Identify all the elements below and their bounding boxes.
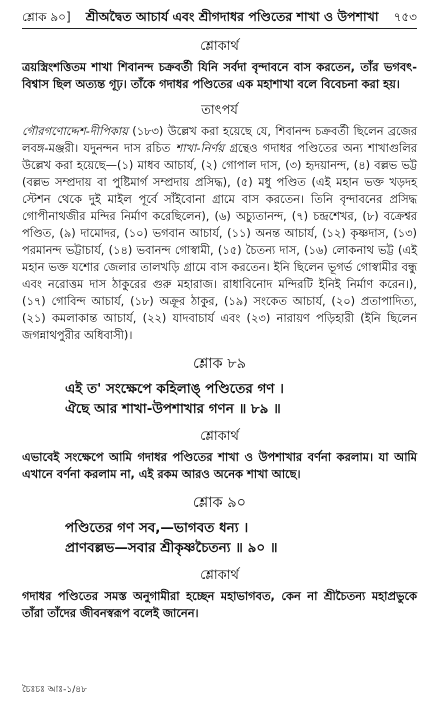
verse-89-text — [22, 379, 417, 419]
verse-89-meaning: এভাবেই সংক্ষেপে আমি গদাধর পণ্ডিতের শাখা ও উপশাখার বর্ণনা করলাম। যা আমি এখানে বর্ণনা করলাম না, এই রকম আরও অনেক শাখা আছে। — [22, 450, 417, 481]
header-verse-ref: শ্লোক ৯০] — [22, 10, 71, 24]
header-title: শ্রীঅদ্বৈত আচার্য এবং শ্রীগদাধর পণ্ডিতের শাখা ও উপশাখা — [85, 9, 379, 24]
book-title-italic-2: শাখা-নির্ণয় — [175, 141, 225, 155]
signature-footer: চৈঃচঃ আঃ-১/৪৮ — [22, 685, 87, 695]
verse-89-line-1: এই ত' সংক্ষেপে কহিলাঙ্ পণ্ডিতের গণ । — [65, 381, 284, 397]
header-rule — [22, 28, 417, 29]
purport-text-part1: (১৮৩) উল্লেখ করা হয়েছে যে, শিবানন্দ চক্রবর্তী ছিলেন ব্রজের লবঙ্গ-মঞ্জরী। যদুনন্দন দাস রচিত — [22, 124, 417, 155]
purport-heading: তাৎপর্য — [201, 103, 238, 118]
book-title-italic: গৌরগণোদ্দেশ-দীপিকায় — [22, 124, 128, 138]
verse-89-line-2: ঐছে আর শাখা-উপশাখার গণন ॥ ৮৯ ॥ — [65, 401, 281, 417]
verse-90-line-2: প্রাণবল্লভ—সবার শ্রীকৃষ্ণচৈতন্য ॥ ৯০ ॥ — [65, 540, 278, 556]
verse-90-text — [22, 518, 417, 558]
page-number: ৭৫৩ — [393, 10, 417, 24]
verse-90-title: শ্লোক ৯০ — [192, 495, 247, 511]
purport-text-part2: গ্রন্থেও গদাধর পণ্ডিতের অন্য শাখাগুলির উল্লেখ করা হয়েছে—(১) মাধব আচার্য, (২) গোপাল দাস, (৩) হৃদয়ানন্দ, (৪) বল্লভ ভট্ট (বল্লভ সম্প্রদায় বা পুষ্টিমার্গ সম্প্রদায় প্রসিদ্ধ), (৫) মধু পণ্ডিত (এই মহান ভক্ত খড়দহ স্টেশন থেকে দুই মাইল পূর্বে সাঁইবোনা গ্রামে বাস করতেন। তিনি বৃন্দাবনের প্রসিদ্ধ গোপীনাথজীর মন্দির নির্মাণ করেছিলেন), (৬) অচ্যুতানন্দ, (৭) চন্দ্রশেখর, (৮) বক্রেশ্বর পণ্ডিত, (৯) দামোদর, (১০) ভগবান আচার্য, (১১) অনন্ত আচার্য, (১২) কৃষ্ণদাস, (১৩) পরমানন্দ ভট্টাচার্য, (১৪) ভবানন্দ গোস্বামী, (১৫) চৈতন্য দাস, (১৬) লোকনাথ ভট্ট (এই মহান ভক্ত যশোর জেলার তালখড়ি গ্রামে বাস করতেন। ইনি ছিলেন ভূগর্ভ গোস্বামীর বন্ধু এবং নরোত্তম দাস ঠাকুরের গুরু মহারাজ। রাধাবিনোদ মন্দিরটি ইনিই নির্মাণ করেন।), (১৭) গোবিন্দ আচার্য, (১৮) অক্রূর ঠাকুর, (১৯) সংকেত আচার্য, (২০) প্রতাপাদিত্য, (২১) কমলাকান্ত আচার্য, (২২) যাদবাচার্য এবং (২৩) নারায়ণ পড়িহারী (ইনি ছিলেন জগন্নাথপুরীর অধিবাসী)। — [22, 141, 417, 342]
book-page — [22, 8, 417, 622]
purport-text — [22, 123, 417, 344]
verse-89-title: শ্লোক ৮৯ — [192, 356, 247, 372]
translation-heading: শ্লোকার্থ — [200, 39, 239, 54]
translation-text: ত্রয়স্ত্রিংশত্তিতম শাখা শিবানন্দ চক্রবর্তী যিনি সর্বদা বৃন্দাবনে বাস করতেন, তাঁর ভগবৎ-বিশ্বাস ছিল অত্যন্ত গূঢ়। তাঁকে গদাধর পণ্ডিতের এক মহাশাখা বলে বিবেচনা করা হয়। — [22, 60, 417, 91]
verse-90-meaning-heading: শ্লোকার্থ — [200, 568, 239, 583]
running-header — [22, 8, 417, 26]
verse-89-meaning-heading: শ্লোকার্থ — [200, 429, 239, 444]
verse-90-meaning: গদাধর পণ্ডিতের সমস্ত অনুগামীরা হচ্ছেন মহাভাগবত, কেন না শ্রীচৈতন্য মহাপ্রভুকে তাঁরা তাঁদের জীবনস্বরূপ বলেই জানেন। — [22, 589, 417, 620]
verse-90-line-1: পণ্ডিতের গণ সব,—ভাগবত ধন্য । — [65, 520, 249, 536]
